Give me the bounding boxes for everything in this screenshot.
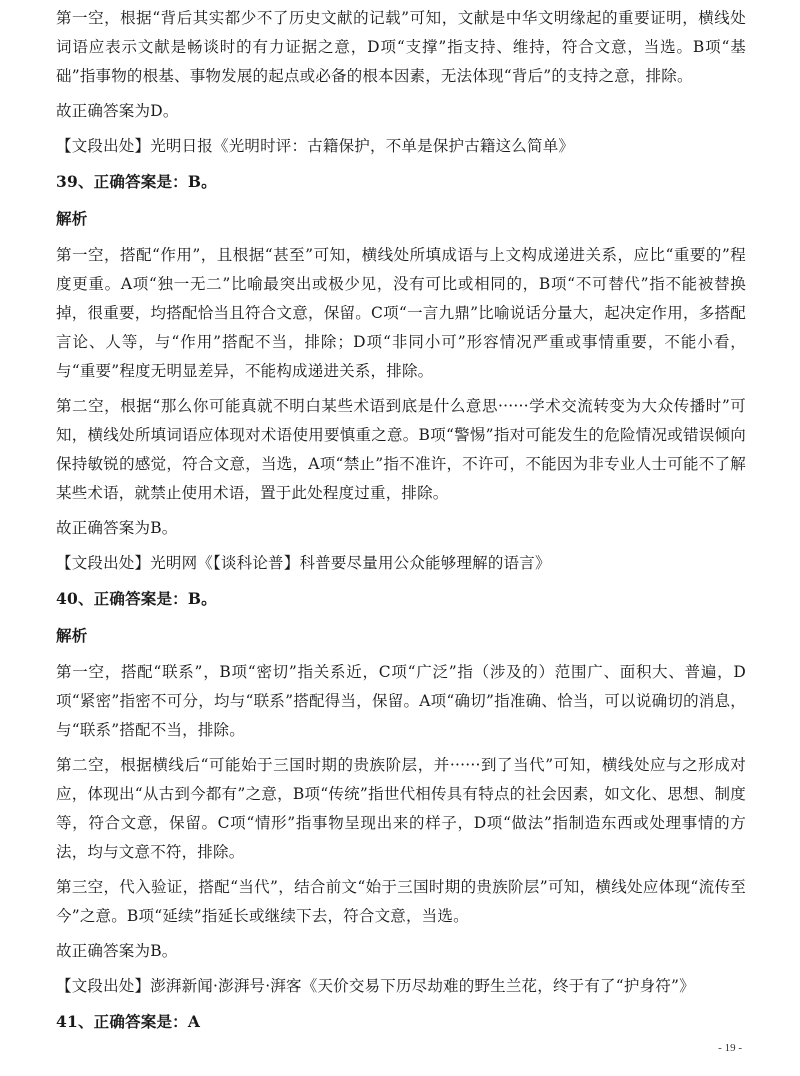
paragraph: 故正确答案为B。 [56, 519, 178, 537]
question-answer-heading: 39、正确答案是：B。 [56, 172, 217, 191]
answer-explanations [56, 4, 746, 1044]
paragraph: 第二空，根据“那么你可能真就不明白某些术语到底是什么意思······学术交流转变为大众传播时”可知，横线处所填词语应体现对术语使用要慎重之意。B项“警惕”指对可能发生的危险情况或错误倾向保持敏锐的感觉，符合文意，当选，A项“禁止”指不准许，不许可，不能因为非专业人士可能不了解某些术语，就禁止使用术语，置于此处程度过重，排除。 [56, 397, 746, 502]
paragraph: 第二空，根据横线后“可能始于三国时期的贵族阶层，并······到了当代”可知，横线处应与之形成对应，体现出“从古到今都有”之意，B项“传统”指世代相传具有特点的社会因素，如文化、思想、制度等，符合文意，保留。C项“情形”指事物呈现出来的样子，D项“做法”指制造东西或处理事情的方法，均与文意不符，排除。 [56, 756, 746, 861]
source-citation: 【文段出处】光明日报《光明时评：古籍保护，不单是保护古籍这么简单》 [56, 137, 575, 155]
analysis-heading: 解析 [56, 209, 88, 228]
source-citation: 【文段出处】澎湃新闻·澎湃号·湃客《天价交易下历尽劫难的野生兰花，终于有了“护身符”》 [56, 977, 695, 995]
source-citation: 【文段出处】光明网《【谈科论普】科普要尽量用公众能够理解的语言》 [56, 554, 551, 572]
paragraph: 第一空，搭配“联系”，B项“密切”指关系近，C项“广泛”指（涉及的）范围广、面积大、普遍，D项“紧密”指密不可分，均与“联系”搭配得当，保留。A项“确切”指准确、恰当，可以说确切的消息，与“联系”搭配不当，排除。 [56, 663, 746, 739]
paragraph: 第一空，根据“背后其实都少不了历史文献的记载”可知，文献是中华文明缘起的重要证明，横线处词语应表示文献是畅谈时的有力证据之意，D项“支撑”指支持、维持，符合文意，当选。B项“基础”指事物的根基、事物发展的起点或必备的根本因素，无法体现“背后”的支持之意，排除。 [56, 9, 746, 85]
paragraph: 故正确答案为B。 [56, 942, 178, 960]
question-answer-heading: 40、正确答案是：B。 [56, 589, 217, 608]
paragraph: 故正确答案为D。 [56, 102, 179, 120]
page-number: - 19 - [718, 1042, 742, 1054]
analysis-heading: 解析 [56, 626, 88, 645]
paragraph: 第一空，搭配“作用”，且根据“甚至”可知，横线处所填成语与上文构成递进关系，应比“重要的”程度更重。A项“独一无二”比喻最突出或极少见，没有可比或相同的，B项“不可替代”指不能被替换掉，很重要，均搭配恰当且符合文意，保留。C项“一言九鼎”比喻说话分量大，起决定作用，多搭配言论、人等，与“作用”搭配不当，排除；D项“非同小可”形容情况严重或事情重要，不能小看，与“重要”程度无明显差异，不能构成递进关系，排除。 [56, 246, 746, 380]
paragraph: 第三空，代入验证，搭配“当代”，结合前文“始于三国时期的贵族阶层”可知，横线处应体现“流传至今”之意。B项“延续”指延长或继续下去，符合文意，当选。 [56, 878, 746, 925]
question-answer-heading: 41、正确答案是：A [56, 1012, 201, 1031]
